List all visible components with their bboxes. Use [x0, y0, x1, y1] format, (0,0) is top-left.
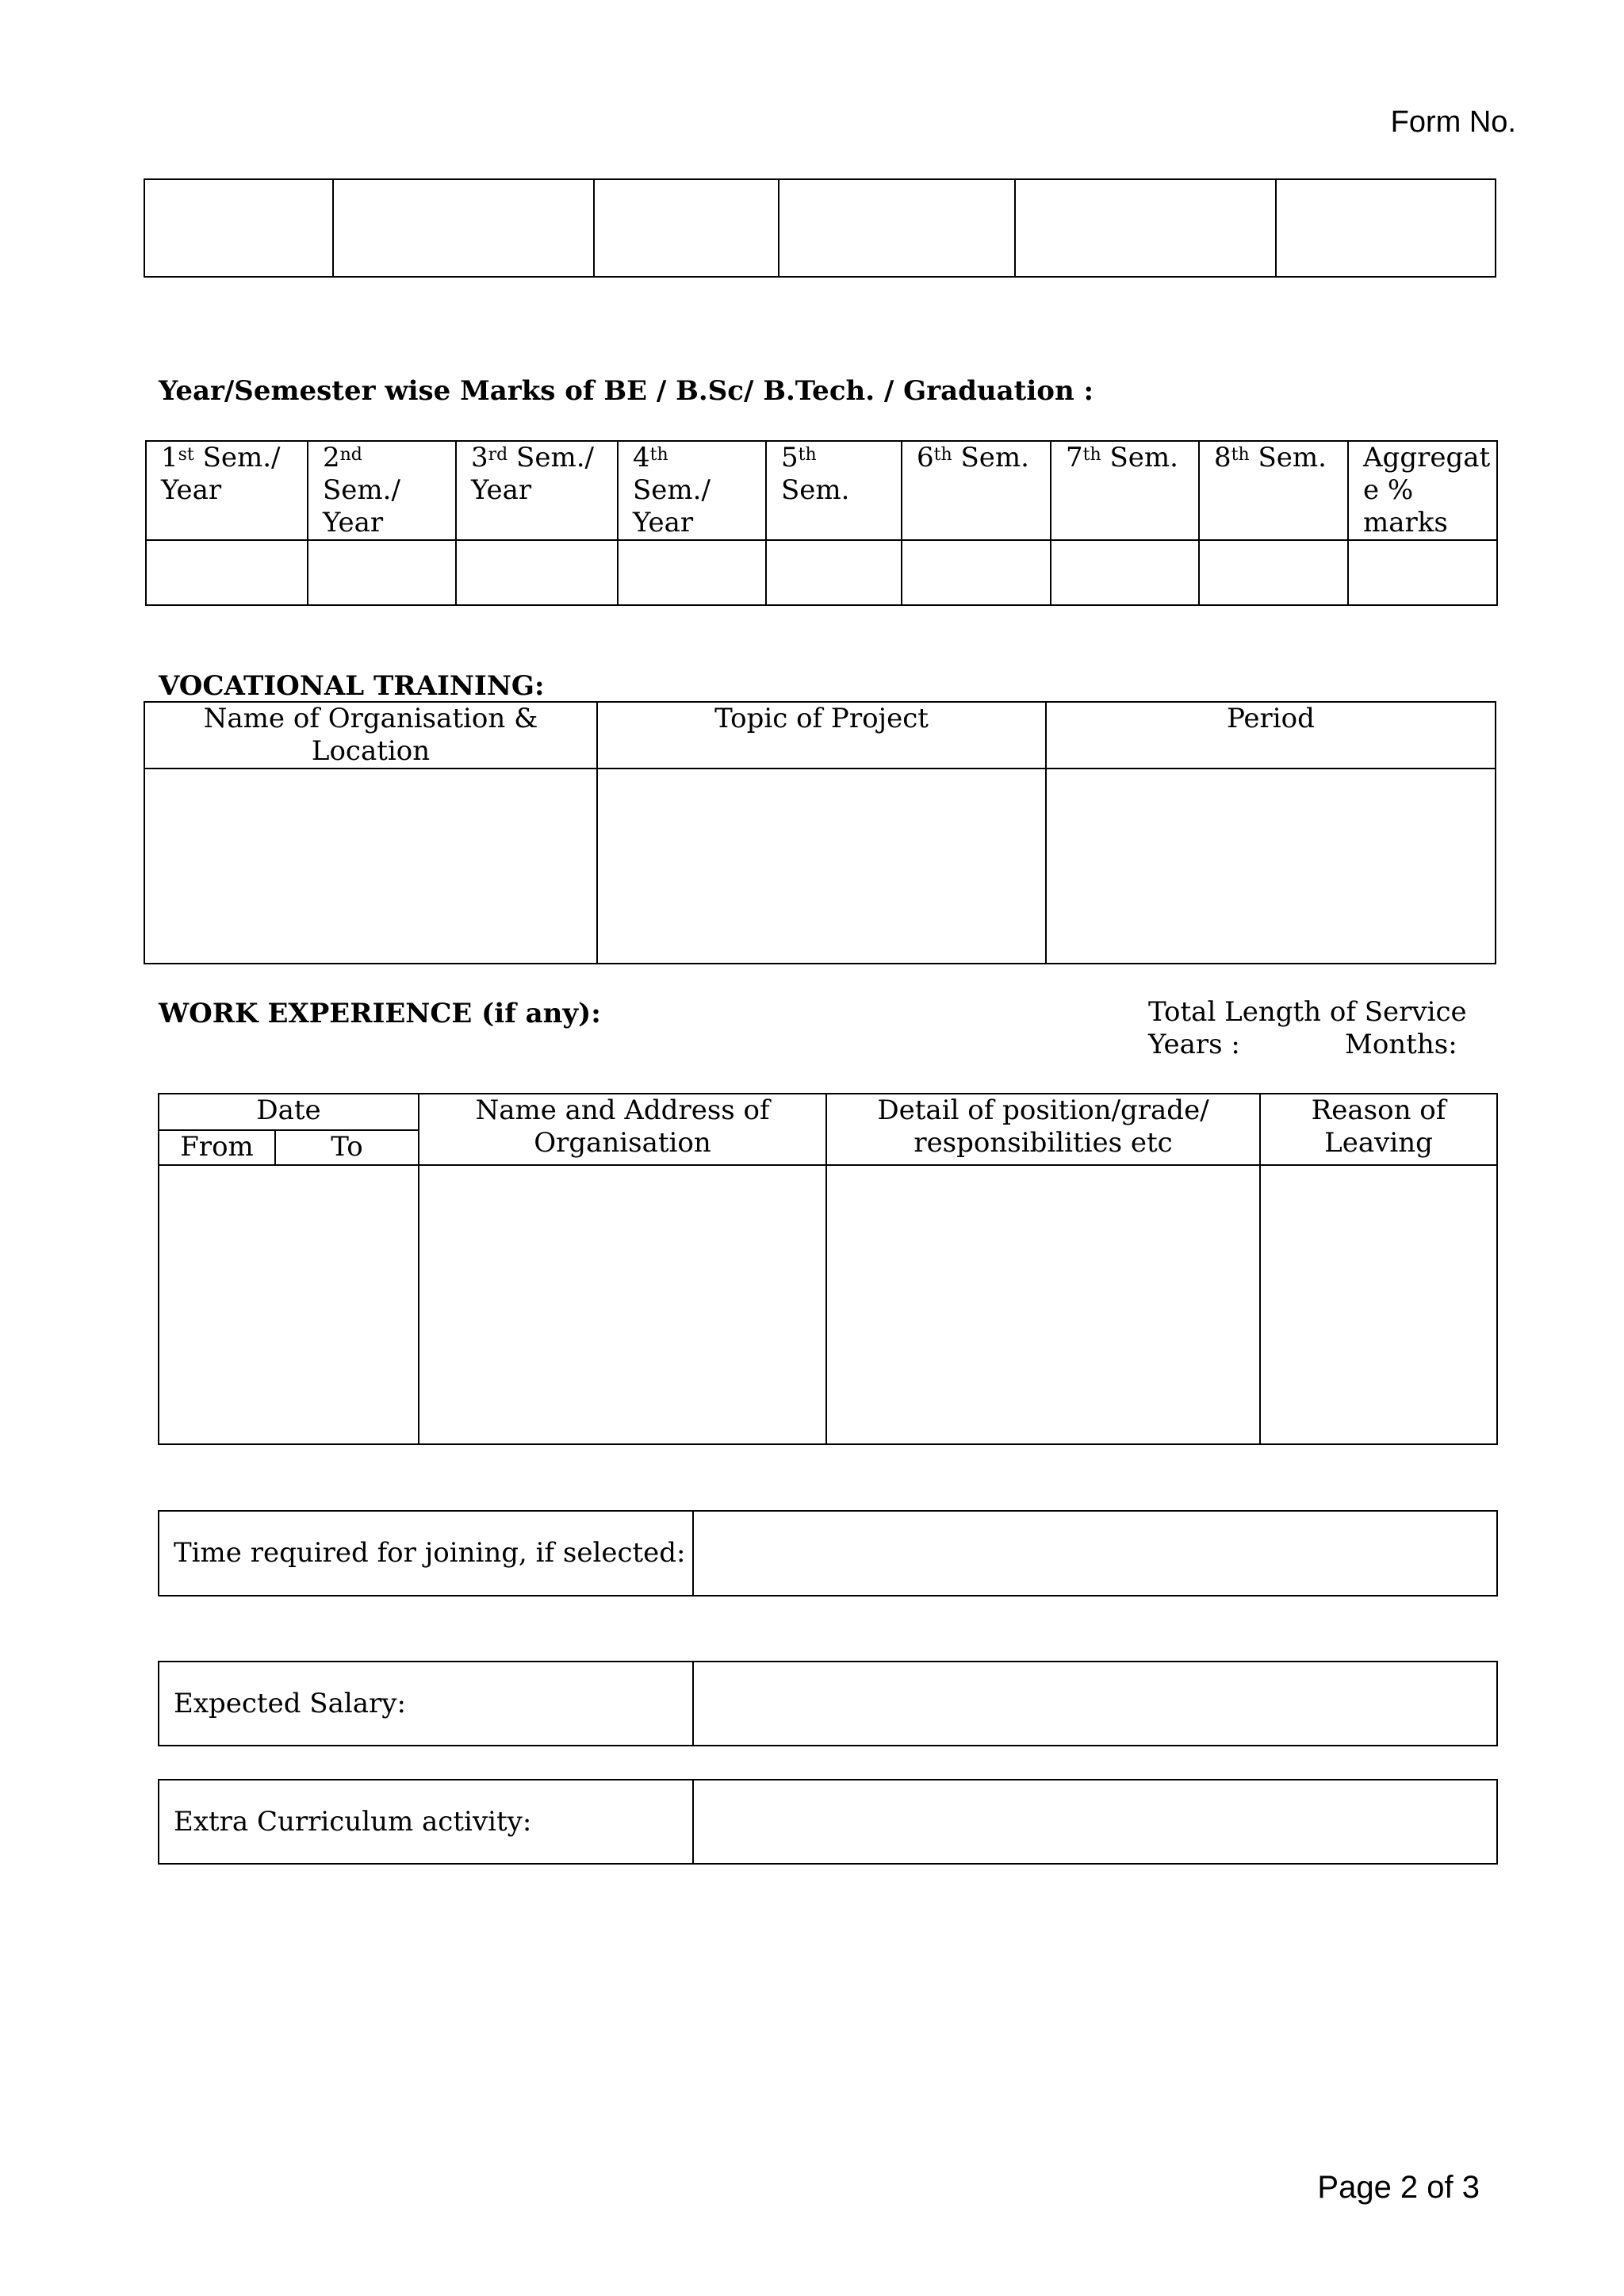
sem-1-value[interactable] [146, 540, 308, 605]
marks-heading: Year/Semester wise Marks of BE / B.Sc/ B.Tech. / Graduation : [159, 375, 1094, 407]
expected-salary-label: Expected Salary: [159, 1662, 693, 1746]
top-boxes-row [144, 178, 1496, 278]
sem-4-value[interactable] [618, 540, 766, 605]
extra-curriculum-row [158, 1779, 1498, 1865]
vocational-heading: VOCATIONAL TRAINING: [159, 670, 545, 702]
organisation-name-address-header: Name and Address of Organisation [419, 1094, 826, 1165]
sem-3-value[interactable] [456, 540, 618, 605]
date-header: Date [159, 1094, 419, 1130]
aggregate-marks-header: Aggregat e % marks [1348, 441, 1497, 540]
extra-curriculum-field[interactable] [693, 1780, 1497, 1864]
sem-7-header: 7th Sem. [1051, 441, 1199, 540]
reason-leaving-cell[interactable] [1260, 1165, 1497, 1444]
sem-5-header: 5th Sem. [766, 441, 902, 540]
form-number-label: Form No. [1390, 105, 1516, 139]
from-date-header: From [159, 1130, 275, 1165]
sem-8-value[interactable] [1199, 540, 1348, 605]
expected-salary-field[interactable] [693, 1662, 1497, 1746]
sem-7-value[interactable] [1051, 540, 1199, 605]
months-label: Months: [1345, 1029, 1457, 1060]
position-details-header: Detail of position/grade/ responsibilities etc [826, 1094, 1260, 1165]
aggregate-marks-value[interactable] [1348, 540, 1497, 605]
extra-curriculum-label: Extra Curriculum activity: [159, 1780, 693, 1864]
project-topic-cell[interactable] [597, 769, 1046, 964]
sem-4-header: 4th Sem./ Year [618, 441, 766, 540]
project-topic-header: Topic of Project [597, 702, 1046, 769]
joining-time-field[interactable] [693, 1511, 1497, 1596]
expected-salary-row [158, 1661, 1498, 1746]
reason-leaving-header: Reason of Leaving [1260, 1094, 1497, 1165]
position-details-cell[interactable] [826, 1165, 1260, 1444]
organisation-cell[interactable] [419, 1165, 826, 1444]
organisation-location-header: Name of Organisation & Location [144, 702, 597, 769]
date-cell[interactable] [159, 1165, 419, 1444]
joining-time-label: Time required for joining, if selected: [159, 1511, 693, 1596]
vocational-table [144, 701, 1496, 964]
years-label: Years : [1148, 1029, 1240, 1060]
sem-6-value[interactable] [902, 540, 1051, 605]
work-experience-heading: WORK EXPERIENCE (if any): [159, 998, 601, 1029]
joining-time-row [158, 1510, 1498, 1596]
sem-6-header: 6th Sem. [902, 441, 1051, 540]
to-date-header: To [275, 1130, 419, 1165]
sem-3-header: 3rd Sem./ Year [456, 441, 618, 540]
sem-2-value[interactable] [308, 540, 456, 605]
period-cell[interactable] [1046, 769, 1496, 964]
marks-table [145, 440, 1498, 606]
page-number: Page 2 of 3 [1317, 2170, 1480, 2205]
sem-5-value[interactable] [766, 540, 902, 605]
service-length-label: Total Length of Service [1148, 996, 1467, 1028]
organisation-location-cell[interactable] [144, 769, 597, 964]
sem-2-header: 2nd Sem./ Year [308, 441, 456, 540]
sem-8-header: 8th Sem. [1199, 441, 1348, 540]
work-experience-table [158, 1093, 1498, 1445]
sem-1-header: 1st Sem./ Year [146, 441, 308, 540]
period-header: Period [1046, 702, 1496, 769]
